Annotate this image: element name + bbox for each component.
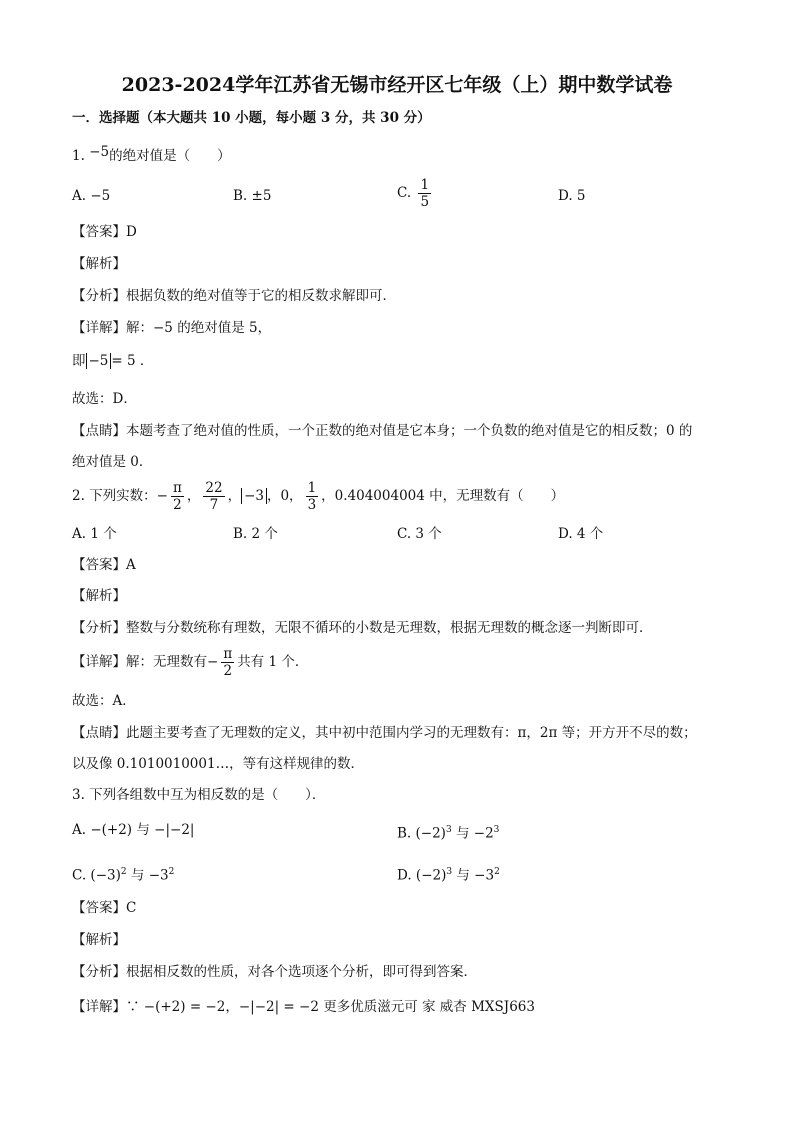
q1-number: 1. <box>72 148 85 164</box>
q3-answer: 【答案】C <box>72 900 137 916</box>
q1-option-c <box>397 177 434 210</box>
q2-fraction-1-3: $\frac{1}{3}$ <box>307 480 317 513</box>
q1-stem <box>72 146 231 166</box>
q1-text: 的绝对值是（ ） <box>109 148 231 164</box>
q3-fenxi: 【分析】根据相反数的性质，对各个选项逐个分析，即可得到答案． <box>72 964 477 980</box>
q3-analysis: 【解析】 <box>72 932 126 948</box>
q1-guxuan: 故选：D． <box>72 391 137 407</box>
page-title: 2023-2024学年江苏省无锡市经开区七年级（上）期中数学试卷 <box>121 74 673 96</box>
q2-dianjing-2: 以及像 0.1010010001…，等有这样规律的数． <box>72 756 365 772</box>
q2-dianjing-1: 【点睛】此题主要考查了无理数的定义，其中初中范围内学习的无理数有：π，2π 等；开方开不尽的数； <box>72 725 697 741</box>
q1-option-b: B. ±5 <box>233 188 272 204</box>
q2-abs: −3 <box>241 488 267 504</box>
q2-option-c: C. 3 个 <box>397 526 442 542</box>
q3-option-b: B. $(-2)^3$ 与 $-2^3$ <box>397 825 500 842</box>
q2-guxuan: 故选：A． <box>72 693 136 709</box>
q2-option-d: D. 4 个 <box>558 526 604 542</box>
q1-math: −5 <box>89 144 110 160</box>
q3-option-a: A. −(+2) 与 −|−2| <box>72 822 195 838</box>
q1-analysis: 【解析】 <box>72 256 126 272</box>
q1-answer: 【答案】D <box>72 224 137 240</box>
q2-analysis: 【解析】 <box>72 588 126 604</box>
q2-fenxi: 【分析】整数与分数统称有理数，无限不循环的小数是无理数，根据无理数的概念逐一判断即可． <box>72 620 653 636</box>
q2-xiangjie-fraction: $\frac{\pi}{2}$ <box>223 646 233 679</box>
q2-fraction-pi-2: $\frac{\pi}{2}$ <box>173 480 182 513</box>
q1-dianjing-2: 绝对值是 0． <box>72 454 153 470</box>
q1-xiangjie: 【详解】解：−5 的绝对值是 5， <box>72 320 272 336</box>
q1-option-c-label: C. <box>397 185 412 201</box>
q1-fenxi: 【分析】根据负数的绝对值等于它的相反数求解即可． <box>72 288 396 304</box>
q2-option-b: B. 2 个 <box>233 526 278 542</box>
q1-option-d: D. 5 <box>558 188 586 204</box>
q3-stem: 3. 下列各组数中互为相反数的是（ ）． <box>72 787 326 803</box>
q3-option-c: C. $(-3)^2$ 与 $-3^2$ <box>72 867 175 884</box>
q1-option-a: A. −5 <box>72 188 111 204</box>
section-heading: 一．选择题（本大题共 10 小题，每小题 3 分，共 30 分） <box>72 110 431 126</box>
q2-fraction-22-7: $\frac{22}{7}$ <box>205 480 223 513</box>
q1-option-c-fraction: $\frac{1}{5}$ <box>420 177 430 210</box>
q2-xiangjie: 【详解】解：无理数有− $\frac{\pi}{2}$ 共有 1 个． <box>72 646 309 679</box>
q2-answer: 【答案】A <box>72 557 136 573</box>
q2-stem: 2. 下列实数：− $\frac{\pi}{2}$ ， $\frac{22}{7}$ ， −3 ，0， $\frac{1}{3}$ ，0.404004004 中，无理数有（ ） <box>72 480 565 513</box>
q1-dianjing-1: 【点睛】本题考查了绝对值的性质，一个正数的绝对值是它本身；一个负数的绝对值是它的相反数；0 的 <box>72 423 693 439</box>
absolute-value: −5 <box>86 353 112 369</box>
q2-option-a: A. 1 个 <box>72 526 117 542</box>
q1-ji: 即 −5 = 5 ． <box>72 353 154 369</box>
q3-option-d: D. $(-2)^3$ 与 $-3^2$ <box>397 867 500 884</box>
q3-xiangjie: 【详解】∵ −(+2) = −2，−|−2| = −2 更多优质滋元可 家 威杏 MXSJ663 <box>72 999 535 1015</box>
